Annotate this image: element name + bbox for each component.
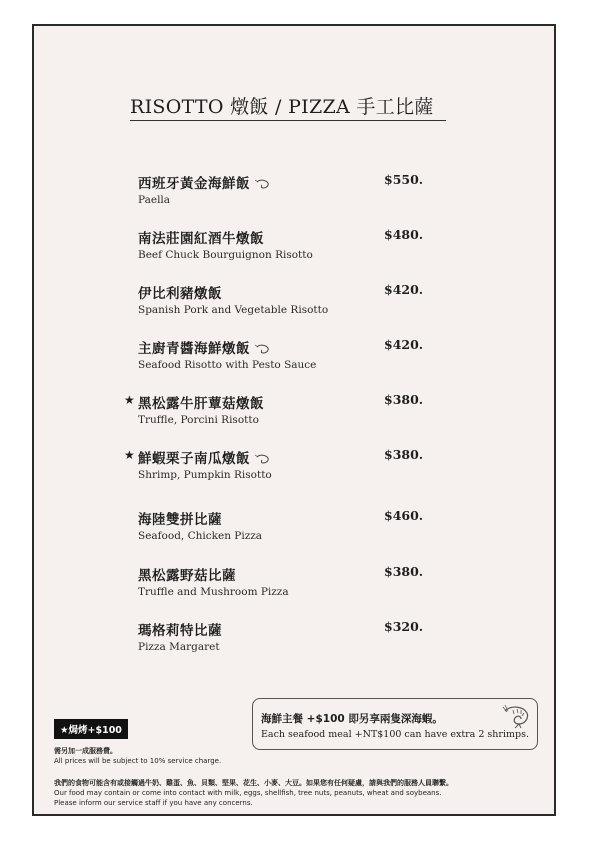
- service-charge-en: All prices will be subject to 10% service charge.: [54, 757, 222, 765]
- menu-item-price: $460.: [384, 508, 424, 523]
- menu-item-price: $420.: [384, 337, 424, 352]
- menu-item-name-en: Beef Chuck Bourguignon Risotto: [138, 249, 313, 261]
- allergy-note-zh: 我們的食物可能含有或接觸過牛奶、雞蛋、魚、貝類、堅果、花生、小麥、大豆。如果您有任何疑慮，請與我們的服務人員聯繫。: [54, 779, 453, 787]
- menu-item-price: $480.: [384, 227, 424, 242]
- menu-item-name-zh: 海陸雙拼比薩: [138, 512, 222, 528]
- allergy-note-en-2: Please inform our service staff if you have any concerns.: [54, 799, 253, 807]
- menu-item-name-en: Spanish Pork and Vegetable Risotto: [138, 304, 329, 316]
- menu-item: [34, 392, 554, 436]
- menu-item-name-zh: 主廚青醬海鮮燉飯: [138, 341, 250, 357]
- promo-text-zh: 海鮮主餐 +$100 即另享兩隻深海蝦。: [261, 713, 443, 725]
- menu-item: [34, 564, 554, 608]
- menu-item-price: $420.: [384, 282, 424, 297]
- baked-surcharge-badge: ★焗烤+$100: [54, 719, 128, 739]
- menu-item-name-en: Seafood, Chicken Pizza: [138, 530, 263, 542]
- menu-item-name-zh: 瑪格莉特比薩: [138, 623, 222, 639]
- menu-item-name-zh: 黑松露牛肝蕈菇燉飯: [138, 396, 264, 412]
- seafood-promo-box: [252, 698, 538, 750]
- menu-item: [34, 227, 554, 271]
- menu-item-name-zh: 西班牙黃金海鮮飯: [138, 176, 250, 192]
- menu-item-name-zh: 伊比利豬燉飯: [138, 286, 222, 302]
- service-charge-zh: 需另加一成服務費。: [54, 747, 117, 755]
- menu-item: [34, 447, 554, 491]
- shrimp-icon: [255, 449, 270, 459]
- recommended-star-icon: ★: [124, 393, 135, 407]
- shrimp-icon: [501, 703, 531, 729]
- menu-item-name-en: Truffle, Porcini Risotto: [138, 414, 259, 426]
- menu-item: [34, 619, 554, 663]
- menu-item-price: $380.: [384, 447, 424, 462]
- menu-item-price: $550.: [384, 172, 424, 187]
- menu-item-name-zh: 黑松露野菇比薩: [138, 568, 236, 584]
- allergy-note-en-1: Our food may contain or come into contact with milk, eggs, shellfish, tree nuts, peanuts, wheat and soybeans.: [54, 789, 442, 797]
- shrimp-icon: [255, 174, 270, 184]
- menu-card: [32, 24, 556, 816]
- menu-item-name-zh: 鮮蝦栗子南瓜燉飯: [138, 451, 250, 467]
- title-underline: [130, 120, 446, 121]
- menu-item-price: $320.: [384, 619, 424, 634]
- promo-text-en: Each seafood meal +NT$100 can have extra 2 shrimps.: [261, 729, 529, 740]
- menu-item: [34, 282, 554, 326]
- page-title: RISOTTO 燉飯 / PIZZA 手工比薩: [130, 96, 434, 118]
- menu-item-name-en: Shrimp, Pumpkin Risotto: [138, 469, 272, 481]
- menu-item: [34, 172, 554, 216]
- menu-item-name-en: Pizza Margaret: [138, 641, 220, 653]
- shrimp-icon: [255, 339, 270, 349]
- menu-item-name-en: Truffle and Mushroom Pizza: [138, 586, 289, 598]
- recommended-star-icon: ★: [124, 448, 135, 462]
- menu-item: [34, 508, 554, 552]
- menu-item-name-en: Seafood Risotto with Pesto Sauce: [138, 359, 317, 371]
- menu-item: [34, 337, 554, 381]
- menu-item-name-zh: 南法莊園紅酒牛燉飯: [138, 231, 264, 247]
- menu-item-price: $380.: [384, 392, 424, 407]
- menu-item-name-en: Paella: [138, 194, 171, 206]
- menu-item-price: $380.: [384, 564, 424, 579]
